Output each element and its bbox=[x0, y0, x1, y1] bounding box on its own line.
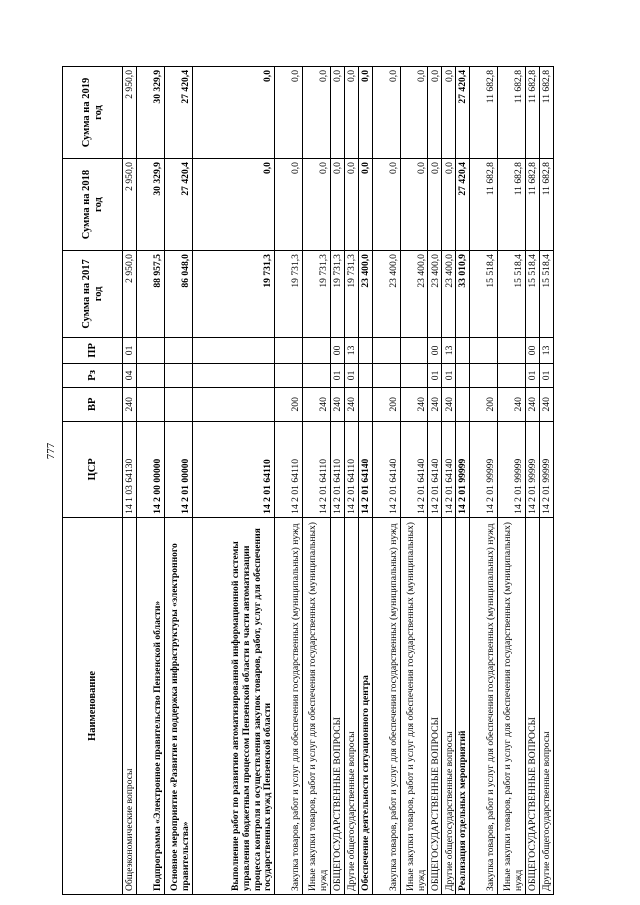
row-2019: 0,0 bbox=[330, 67, 344, 159]
row-2017: 19 731,3 bbox=[303, 251, 331, 338]
row-2018: 11 682,8 bbox=[498, 159, 526, 251]
row-pr: 13 bbox=[539, 337, 553, 363]
header-2018: Сумма на 2018 год bbox=[63, 159, 123, 251]
row-pr bbox=[400, 337, 428, 363]
table-row bbox=[192, 67, 274, 895]
table-row bbox=[344, 67, 358, 895]
row-name: Основное мероприятие «Развитие и поддержка инфраструктуры «электронного правительства» bbox=[164, 517, 192, 894]
row-2017: 19 731,3 bbox=[275, 251, 303, 338]
row-2017: 23 400,0 bbox=[372, 251, 400, 338]
row-name: Общеэкономические вопросы bbox=[123, 517, 137, 894]
row-2017: 19 731,3 bbox=[330, 251, 344, 338]
page-number: 777 bbox=[45, 442, 57, 460]
row-vr: 240 bbox=[526, 387, 540, 421]
row-csr: 14 2 01 64110 bbox=[330, 421, 344, 517]
row-2019: 0,0 bbox=[358, 67, 372, 159]
row-csr: 14 2 01 99999 bbox=[539, 421, 553, 517]
row-csr: 14 2 01 64110 bbox=[344, 421, 358, 517]
row-pr: 13 bbox=[442, 337, 456, 363]
row-pr bbox=[303, 337, 331, 363]
row-2017: 15 518,4 bbox=[526, 251, 540, 338]
row-rz bbox=[470, 364, 498, 388]
row-2017: 23 400,0 bbox=[428, 251, 442, 338]
row-2018: 11 682,8 bbox=[470, 159, 498, 251]
row-pr bbox=[456, 337, 470, 363]
table-row bbox=[400, 67, 428, 895]
row-rz: 01 bbox=[526, 364, 540, 388]
header-2017: Сумма на 2017 год bbox=[63, 251, 123, 338]
table-row bbox=[330, 67, 344, 895]
row-name: Другие общегосударственные вопросы bbox=[344, 517, 358, 894]
row-vr bbox=[192, 387, 274, 421]
table-row bbox=[526, 67, 540, 895]
row-2019: 0,0 bbox=[192, 67, 274, 159]
row-2018: 30 329,9 bbox=[136, 159, 164, 251]
row-2017: 23 400,0 bbox=[442, 251, 456, 338]
row-name: ОБЩЕГОСУДАРСТВЕННЫЕ ВОПРОСЫ bbox=[428, 517, 442, 894]
row-2019: 0,0 bbox=[400, 67, 428, 159]
row-rz: 01 bbox=[539, 364, 553, 388]
row-rz bbox=[303, 364, 331, 388]
table-row bbox=[539, 67, 553, 895]
row-rz: 04 bbox=[123, 364, 137, 388]
row-csr: 14 2 01 64140 bbox=[428, 421, 442, 517]
row-csr: 14 2 01 00000 bbox=[164, 421, 192, 517]
row-name: Закупка товаров, работ и услуг для обеспечения государственных (муниципальных) нужд bbox=[470, 517, 498, 894]
row-csr: 14 2 00 00000 bbox=[136, 421, 164, 517]
row-csr: 14 2 01 64110 bbox=[303, 421, 331, 517]
row-2018: 27 420,4 bbox=[164, 159, 192, 251]
row-pr bbox=[358, 337, 372, 363]
row-rz bbox=[164, 364, 192, 388]
row-2019: 0,0 bbox=[428, 67, 442, 159]
row-2018: 0,0 bbox=[344, 159, 358, 251]
row-2019: 2 950,0 bbox=[123, 67, 137, 159]
row-pr bbox=[136, 337, 164, 363]
row-csr: 14 2 01 64140 bbox=[442, 421, 456, 517]
row-vr bbox=[136, 387, 164, 421]
budget-table bbox=[62, 66, 554, 895]
row-2018: 0,0 bbox=[303, 159, 331, 251]
row-rz bbox=[358, 364, 372, 388]
row-vr bbox=[358, 387, 372, 421]
row-2019: 0,0 bbox=[344, 67, 358, 159]
row-2017: 86 048,0 bbox=[164, 251, 192, 338]
table-row bbox=[498, 67, 526, 895]
row-vr: 240 bbox=[428, 387, 442, 421]
row-2017: 2 950,0 bbox=[123, 251, 137, 338]
table-row bbox=[372, 67, 400, 895]
row-rz: 01 bbox=[428, 364, 442, 388]
row-csr: 14 2 01 99999 bbox=[526, 421, 540, 517]
row-2019: 0,0 bbox=[275, 67, 303, 159]
row-rz bbox=[192, 364, 274, 388]
row-rz bbox=[498, 364, 526, 388]
row-vr: 200 bbox=[372, 387, 400, 421]
row-pr: 00 bbox=[330, 337, 344, 363]
table-row bbox=[456, 67, 470, 895]
row-2019: 0,0 bbox=[442, 67, 456, 159]
header-2019: Сумма на 2019 год bbox=[63, 67, 123, 159]
row-name: Закупка товаров, работ и услуг для обеспечения государственных (муниципальных) нужд bbox=[275, 517, 303, 894]
row-2018: 0,0 bbox=[400, 159, 428, 251]
row-rz bbox=[400, 364, 428, 388]
row-2017: 33 010,9 bbox=[456, 251, 470, 338]
table-row bbox=[470, 67, 498, 895]
row-pr bbox=[470, 337, 498, 363]
row-2017: 19 731,3 bbox=[344, 251, 358, 338]
row-2017: 88 957,5 bbox=[136, 251, 164, 338]
row-vr: 240 bbox=[344, 387, 358, 421]
row-name: Обеспечение деятельности ситуационного центра bbox=[358, 517, 372, 894]
row-2018: 11 682,8 bbox=[539, 159, 553, 251]
row-csr: 14 2 01 64110 bbox=[275, 421, 303, 517]
table-row bbox=[123, 67, 137, 895]
row-vr bbox=[456, 387, 470, 421]
row-2017: 15 518,4 bbox=[539, 251, 553, 338]
row-name: Другие общегосударственные вопросы bbox=[539, 517, 553, 894]
row-rz bbox=[456, 364, 470, 388]
row-2018: 2 950,0 bbox=[123, 159, 137, 251]
row-vr: 240 bbox=[330, 387, 344, 421]
row-pr bbox=[498, 337, 526, 363]
row-name: ОБЩЕГОСУДАРСТВЕННЫЕ ВОПРОСЫ bbox=[330, 517, 344, 894]
row-csr: 14 2 01 64110 bbox=[192, 421, 274, 517]
row-csr: 14 2 01 99999 bbox=[470, 421, 498, 517]
row-vr: 240 bbox=[539, 387, 553, 421]
row-2017: 19 731,3 bbox=[192, 251, 274, 338]
row-pr bbox=[372, 337, 400, 363]
header-name: Наименование bbox=[63, 517, 123, 894]
row-name: Реализация отдельных мероприятий bbox=[456, 517, 470, 894]
row-rz: 01 bbox=[330, 364, 344, 388]
row-name: Подпрограмма «Электронное правительство Пензенской области» bbox=[136, 517, 164, 894]
table-row bbox=[358, 67, 372, 895]
row-pr bbox=[192, 337, 274, 363]
row-name: Иные закупки товаров, работ и услуг для обеспечения государственных (муниципальных) нужд bbox=[400, 517, 428, 894]
header-row bbox=[63, 67, 123, 895]
row-name: Иные закупки товаров, работ и услуг для обеспечения государственных (муниципальных) нужд bbox=[498, 517, 526, 894]
row-pr: 00 bbox=[428, 337, 442, 363]
row-name: Другие общегосударственные вопросы bbox=[442, 517, 456, 894]
row-csr: 14 2 01 64140 bbox=[372, 421, 400, 517]
row-name: Выполнение работ по развитию автоматизированной информационной системы управления бюджетным процессом Пензенской области в части автоматизации процесса контроля и осуществления закупок товаров, работ, услуг для обеспечения государственных нужд Пензенской области bbox=[192, 517, 274, 894]
row-csr: 14 2 01 99999 bbox=[498, 421, 526, 517]
row-vr: 240 bbox=[400, 387, 428, 421]
row-vr: 200 bbox=[275, 387, 303, 421]
table-row bbox=[136, 67, 164, 895]
row-csr: 14 2 01 99999 bbox=[456, 421, 470, 517]
table-row bbox=[275, 67, 303, 895]
row-pr: 01 bbox=[123, 337, 137, 363]
row-2017: 23 400,0 bbox=[358, 251, 372, 338]
row-rz bbox=[372, 364, 400, 388]
row-pr: 00 bbox=[526, 337, 540, 363]
row-pr bbox=[275, 337, 303, 363]
row-2018: 11 682,8 bbox=[526, 159, 540, 251]
row-2019: 27 420,4 bbox=[164, 67, 192, 159]
row-name: Иные закупки товаров, работ и услуг для обеспечения государственных (муниципальных) нужд bbox=[303, 517, 331, 894]
row-2018: 0,0 bbox=[192, 159, 274, 251]
row-2019: 11 682,8 bbox=[539, 67, 553, 159]
row-2019: 30 329,9 bbox=[136, 67, 164, 159]
row-2019: 0,0 bbox=[372, 67, 400, 159]
header-pr: ПР bbox=[63, 337, 123, 363]
row-vr: 240 bbox=[442, 387, 456, 421]
row-vr: 240 bbox=[303, 387, 331, 421]
row-vr bbox=[164, 387, 192, 421]
row-name: Закупка товаров, работ и услуг для обеспечения государственных (муниципальных) нужд bbox=[372, 517, 400, 894]
header-vr: ВР bbox=[63, 387, 123, 421]
table-row bbox=[442, 67, 456, 895]
row-pr bbox=[164, 337, 192, 363]
row-rz: 01 bbox=[344, 364, 358, 388]
row-2019: 0,0 bbox=[303, 67, 331, 159]
row-2017: 23 400,0 bbox=[400, 251, 428, 338]
row-2018: 0,0 bbox=[275, 159, 303, 251]
row-vr: 200 bbox=[470, 387, 498, 421]
row-vr: 240 bbox=[498, 387, 526, 421]
row-rz bbox=[136, 364, 164, 388]
row-2019: 11 682,8 bbox=[498, 67, 526, 159]
row-2018: 0,0 bbox=[372, 159, 400, 251]
row-2019: 11 682,8 bbox=[470, 67, 498, 159]
row-2017: 15 518,4 bbox=[498, 251, 526, 338]
row-2019: 11 682,8 bbox=[526, 67, 540, 159]
table-row bbox=[428, 67, 442, 895]
row-csr: 14 2 01 64140 bbox=[358, 421, 372, 517]
header-rz: Рз bbox=[63, 364, 123, 388]
row-2018: 27 420,4 bbox=[456, 159, 470, 251]
row-name: ОБЩЕГОСУДАРСТВЕННЫЕ ВОПРОСЫ bbox=[526, 517, 540, 894]
row-csr: 14 1 03 64130 bbox=[123, 421, 137, 517]
row-2018: 0,0 bbox=[358, 159, 372, 251]
table-row bbox=[164, 67, 192, 895]
header-csr: ЦСР bbox=[63, 421, 123, 517]
row-rz: 01 bbox=[442, 364, 456, 388]
budget-table-container bbox=[62, 66, 554, 895]
row-2018: 0,0 bbox=[330, 159, 344, 251]
table-row bbox=[303, 67, 331, 895]
row-rz bbox=[275, 364, 303, 388]
row-csr: 14 2 01 64140 bbox=[400, 421, 428, 517]
row-2018: 0,0 bbox=[442, 159, 456, 251]
row-pr: 13 bbox=[344, 337, 358, 363]
row-vr: 240 bbox=[123, 387, 137, 421]
row-2017: 15 518,4 bbox=[470, 251, 498, 338]
row-2019: 27 420,4 bbox=[456, 67, 470, 159]
row-2018: 0,0 bbox=[428, 159, 442, 251]
